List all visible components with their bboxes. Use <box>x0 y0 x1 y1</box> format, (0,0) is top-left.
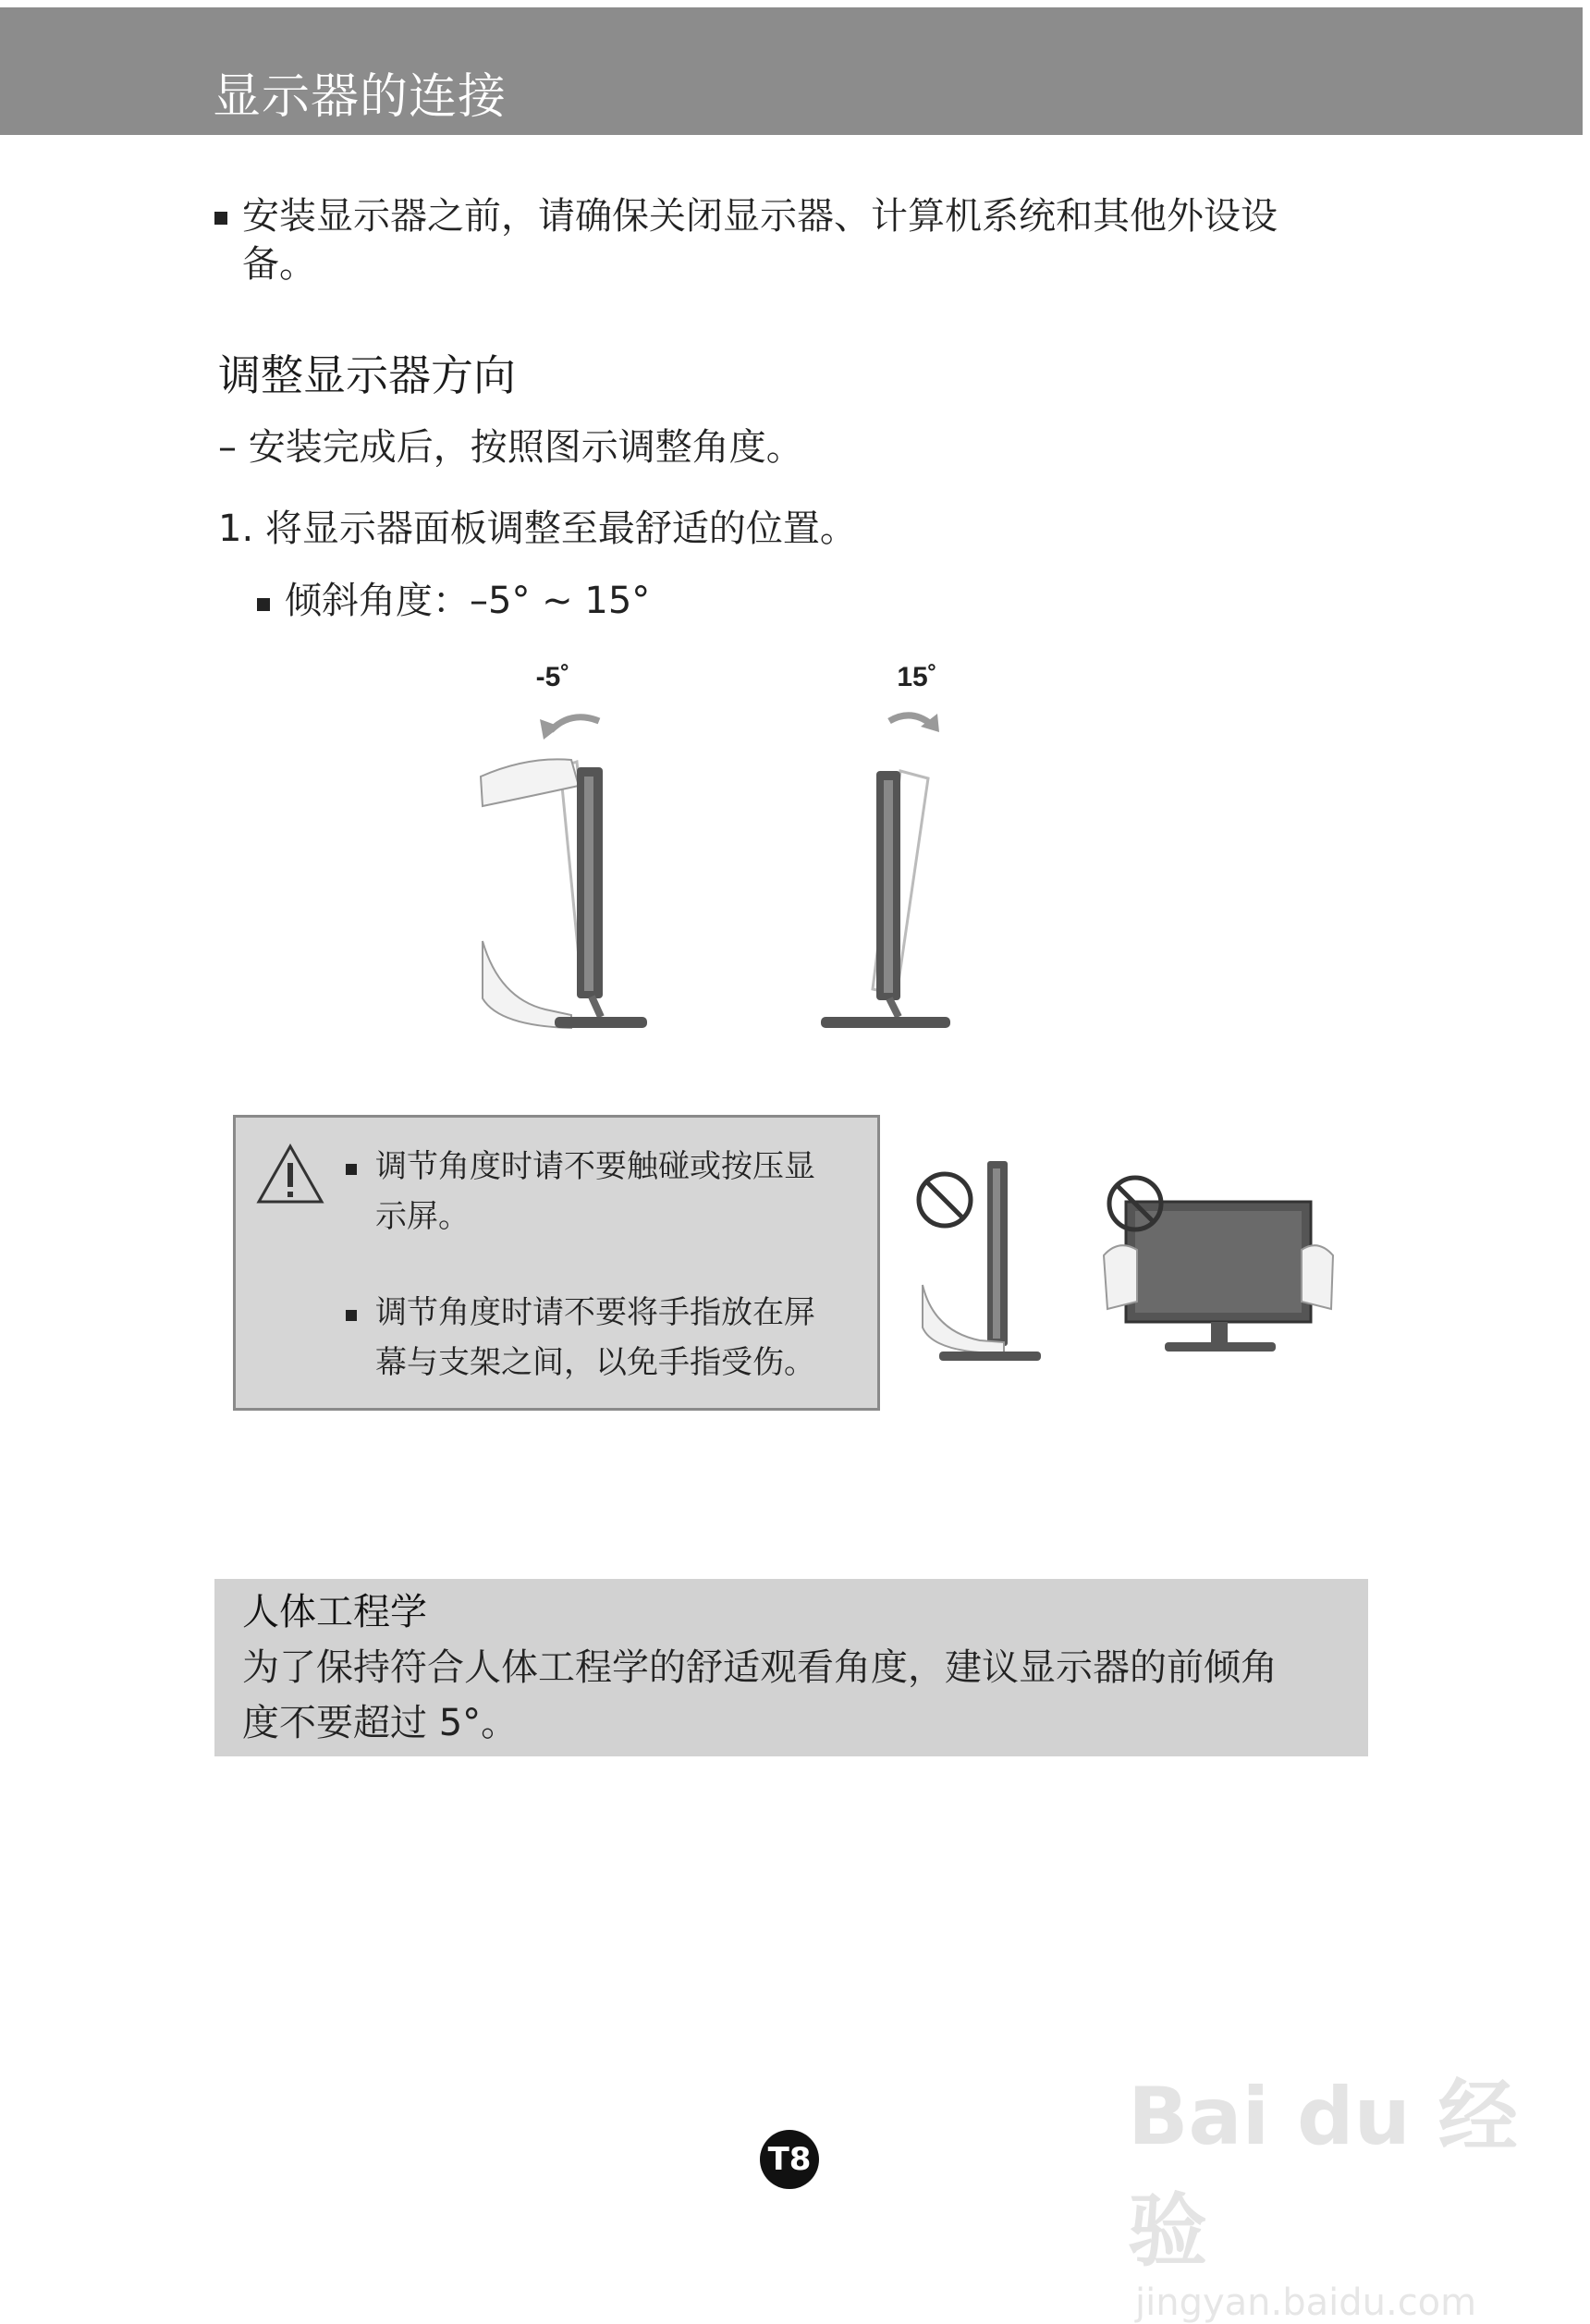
warning-triangle-icon <box>255 1143 325 1205</box>
tilt-angle-label: 倾斜角度：–5° ~ 15° <box>285 580 651 622</box>
warning-item1-line2: 示屏。 <box>375 1198 470 1235</box>
ergonomics-line2: 度不要超过 5°。 <box>242 1702 519 1744</box>
dash-instruction: – 安装完成后，按照图示调整角度。 <box>218 426 803 469</box>
side-stand-base <box>939 1352 1041 1361</box>
right-stand-neck <box>889 998 899 1017</box>
left-panel-edge <box>584 777 593 991</box>
no-symbol-icon-1 <box>919 1174 971 1226</box>
warning-item1-line1: 调节角度时请不要触碰或按压显 <box>375 1148 815 1185</box>
tilt-bullet-icon <box>257 597 270 615</box>
front-right-hand <box>1302 1245 1333 1309</box>
left-angle-label: -5˚ <box>535 662 570 692</box>
page-number: T8 <box>760 2130 819 2189</box>
left-stand-base <box>555 1017 647 1028</box>
left-tilt-arrow <box>551 717 599 730</box>
right-stand-base <box>821 1017 950 1028</box>
bottom-hand <box>483 941 571 1028</box>
baidu-watermark <box>1128 2052 1562 2324</box>
section-title: 调整显示器方向 <box>218 350 516 400</box>
intro-text-line2: 备。 <box>242 243 316 286</box>
watermark-logo-text: Bai du 经验 <box>1128 2071 1518 2278</box>
prohibited-illustration <box>906 1146 1359 1368</box>
warning-bullet-2-icon <box>346 1307 357 1325</box>
right-angle-label: 15˚ <box>897 662 937 692</box>
warning-item2-line1: 调节角度时请不要将手指放在屏 <box>375 1294 815 1331</box>
front-left-hand <box>1104 1245 1137 1309</box>
front-stand-base <box>1165 1342 1276 1352</box>
right-panel-edge <box>884 780 893 993</box>
intro-text-line1: 安装显示器之前，请确保关闭显示器、计算机系统和其他外设设 <box>242 195 1278 238</box>
watermark-url: jingyan.baidu.com <box>1135 2281 1477 2324</box>
left-stand-neck <box>592 997 601 1017</box>
ergonomics-line1: 为了保持符合人体工程学的舒适观看角度，建议显示器的前倾角 <box>242 1646 1278 1689</box>
ergonomics-title: 人体工程学 <box>242 1591 427 1633</box>
intro-bullet-icon <box>214 211 227 228</box>
page-title: 显示器的连接 <box>213 69 508 125</box>
warning-bullet-1-icon <box>346 1161 357 1179</box>
tilt-illustration <box>462 647 980 1045</box>
warning-item2-line2: 幕与支架之间，以免手指受伤。 <box>375 1344 815 1381</box>
step-1-text: 1. 将显示器面板调整至最舒适的位置。 <box>218 508 857 550</box>
